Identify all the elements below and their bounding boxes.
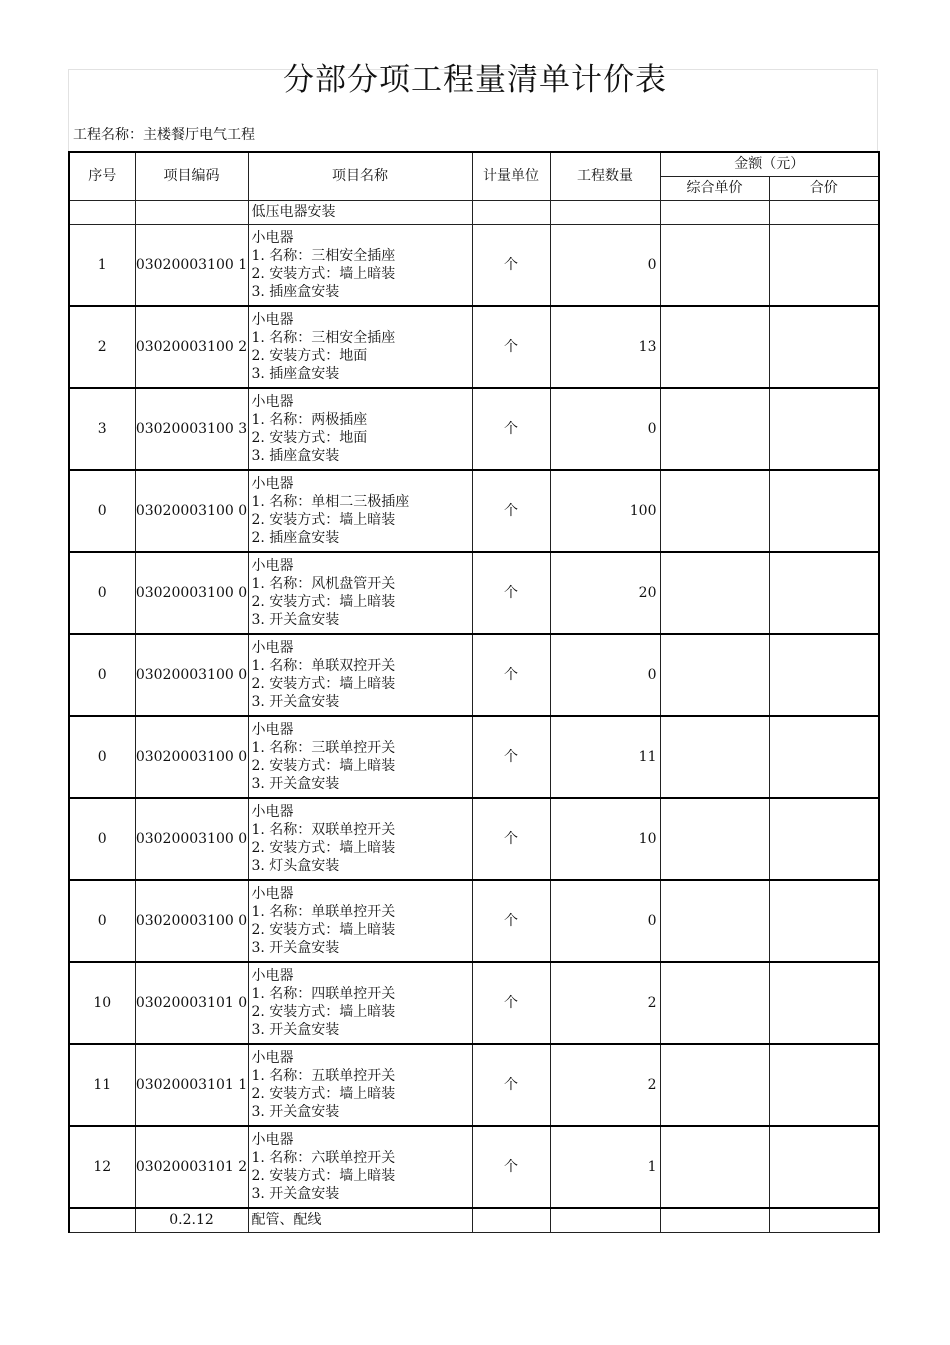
cell-qty: 0 bbox=[550, 880, 660, 962]
table-row bbox=[69, 798, 879, 880]
cell-total bbox=[769, 880, 879, 962]
table-row bbox=[69, 224, 879, 306]
cell-unit-price bbox=[660, 880, 769, 962]
cell-total bbox=[769, 470, 879, 552]
cell-unit bbox=[472, 1208, 550, 1232]
cell-unit-price bbox=[660, 716, 769, 798]
description-line: 1. 名称：四联单控开关 bbox=[251, 986, 396, 1002]
cell-qty: 1 bbox=[550, 1126, 660, 1208]
cell-unit: 个 bbox=[472, 716, 550, 798]
cell-qty: 0 bbox=[550, 224, 660, 306]
project-label: 工程名称： bbox=[73, 127, 143, 143]
cell-unit-price bbox=[660, 1126, 769, 1208]
cell-unit-price bbox=[660, 306, 769, 388]
cell-total bbox=[769, 306, 879, 388]
description-line: 1. 名称：风机盘管开关 bbox=[251, 576, 396, 592]
cell-seq: 0 bbox=[69, 880, 135, 962]
cell-seq: 1 bbox=[69, 224, 135, 306]
cell-unit-price bbox=[660, 224, 769, 306]
description-line: 小电器 bbox=[251, 312, 294, 328]
description-line: 2. 安装方式：墙上暗装 bbox=[251, 758, 396, 774]
cell-seq: 11 bbox=[69, 1044, 135, 1126]
cell-unit: 个 bbox=[472, 1044, 550, 1126]
cell-total bbox=[769, 1044, 879, 1126]
description-line: 2. 安装方式：墙上暗装 bbox=[251, 1168, 396, 1184]
description-line: 3. 开关盒安装 bbox=[251, 1104, 340, 1120]
description-line: 小电器 bbox=[251, 886, 294, 902]
description-line: 3. 灯头盒安装 bbox=[251, 858, 340, 874]
cell-unit: 个 bbox=[472, 552, 550, 634]
cell-qty: 2 bbox=[550, 1044, 660, 1126]
cell-code: 03020003100 0 bbox=[135, 470, 248, 552]
cell-total bbox=[769, 634, 879, 716]
description-line: 3. 开关盒安装 bbox=[251, 1022, 340, 1038]
cell-qty: 2 bbox=[550, 962, 660, 1044]
cell-total bbox=[769, 798, 879, 880]
cell-code: 0.2.12 bbox=[135, 1208, 248, 1232]
table-row bbox=[69, 470, 879, 552]
cell-unit-price bbox=[660, 1044, 769, 1126]
description-line: 3. 开关盒安装 bbox=[251, 612, 340, 628]
description-line: 3. 插座盒安装 bbox=[251, 448, 340, 464]
cell-qty: 10 bbox=[550, 798, 660, 880]
cell-seq: 3 bbox=[69, 388, 135, 470]
description-line: 小电器 bbox=[251, 229, 294, 246]
cell-name bbox=[248, 224, 472, 306]
cell-code: 03020003100 0 bbox=[135, 634, 248, 716]
description-line: 3. 开关盒安装 bbox=[251, 776, 340, 792]
cell-unit-price bbox=[660, 388, 769, 470]
cell-unit-price bbox=[660, 634, 769, 716]
description-line: 2. 安装方式：墙上暗装 bbox=[251, 840, 396, 856]
cell-qty bbox=[550, 1208, 660, 1232]
cell-code bbox=[135, 200, 248, 224]
cell-seq: 0 bbox=[69, 634, 135, 716]
description-line: 小电器 bbox=[251, 476, 294, 492]
description-line: 小电器 bbox=[251, 558, 294, 574]
description-line: 小电器 bbox=[251, 1050, 294, 1066]
description-line: 1. 名称：三相安全插座 bbox=[251, 330, 396, 346]
cell-seq: 12 bbox=[69, 1126, 135, 1208]
cell-code: 03020003100 0 bbox=[135, 798, 248, 880]
description-line: 小电器 bbox=[251, 968, 294, 984]
bill-of-quantities-table bbox=[68, 151, 880, 1233]
description-line: 小电器 bbox=[251, 640, 294, 656]
cell-qty: 20 bbox=[550, 552, 660, 634]
cell-qty: 11 bbox=[550, 716, 660, 798]
table-row bbox=[69, 634, 879, 716]
cell-unit: 个 bbox=[472, 962, 550, 1044]
project-name: 主楼餐厅电气工程 bbox=[143, 127, 255, 143]
cell-unit: 个 bbox=[472, 470, 550, 552]
cell-unit: 个 bbox=[472, 634, 550, 716]
description-line: 1. 名称：两极插座 bbox=[251, 412, 368, 428]
description-line: 2. 安装方式：墙上暗装 bbox=[251, 594, 396, 610]
cell-unit-price bbox=[660, 798, 769, 880]
cell-seq: 10 bbox=[69, 962, 135, 1044]
section-row-low-voltage bbox=[69, 200, 879, 224]
cell-qty: 0 bbox=[550, 388, 660, 470]
cell-unit: 个 bbox=[472, 224, 550, 306]
description-line: 2. 安装方式：墙上暗装 bbox=[251, 1004, 396, 1020]
description-line: 2. 安装方式：墙上暗装 bbox=[251, 512, 396, 528]
cell-total bbox=[769, 1208, 879, 1232]
header-qty: 工程数量 bbox=[550, 152, 660, 200]
description-line: 2. 安装方式：墙上暗装 bbox=[251, 265, 396, 282]
cell-qty: 100 bbox=[550, 470, 660, 552]
cell-seq bbox=[69, 200, 135, 224]
cell-unit bbox=[472, 200, 550, 224]
cell-unit-price bbox=[660, 552, 769, 634]
cell-unit-price bbox=[660, 1208, 769, 1232]
description-line: 3. 开关盒安装 bbox=[251, 1186, 340, 1202]
description-line: 2. 安装方式：墙上暗装 bbox=[251, 922, 396, 938]
cell-qty: 13 bbox=[550, 306, 660, 388]
table-row bbox=[69, 1126, 879, 1208]
description-line: 小电器 bbox=[251, 804, 294, 820]
cell-name: 配管、配线 bbox=[248, 1208, 472, 1232]
cell-name bbox=[248, 1044, 472, 1126]
cell-total bbox=[769, 716, 879, 798]
cell-name bbox=[248, 306, 472, 388]
cell-unit: 个 bbox=[472, 798, 550, 880]
cell-name bbox=[248, 962, 472, 1044]
description-line: 2. 安装方式：地面 bbox=[251, 348, 368, 364]
table-row bbox=[69, 962, 879, 1044]
description-line: 2. 安装方式：地面 bbox=[251, 430, 368, 446]
cell-total bbox=[769, 388, 879, 470]
project-name-line bbox=[73, 125, 255, 145]
cell-code: 03020003100 3 bbox=[135, 388, 248, 470]
cell-code: 03020003101 1 bbox=[135, 1044, 248, 1126]
cell-total bbox=[769, 552, 879, 634]
cell-total bbox=[769, 200, 879, 224]
description-line: 1. 名称：单联双控开关 bbox=[251, 658, 396, 674]
section-row-conduit-wiring bbox=[69, 1208, 879, 1232]
description-line: 1. 名称：单联单控开关 bbox=[251, 904, 396, 920]
description-line: 1. 名称：三联单控开关 bbox=[251, 740, 396, 756]
cell-name bbox=[248, 880, 472, 962]
table-row bbox=[69, 716, 879, 798]
description-line: 小电器 bbox=[251, 394, 294, 410]
header-seq: 序号 bbox=[69, 152, 135, 200]
page-title: 分部分项工程量清单计价表 bbox=[283, 62, 667, 98]
cell-code: 03020003100 1 bbox=[135, 224, 248, 306]
table-row bbox=[69, 552, 879, 634]
description-line: 2. 安装方式：墙上暗装 bbox=[251, 1086, 396, 1102]
cell-seq: 2 bbox=[69, 306, 135, 388]
cell-unit-price bbox=[660, 962, 769, 1044]
cell-code: 03020003101 0 bbox=[135, 962, 248, 1044]
description-line: 1. 名称：单相二三极插座 bbox=[251, 494, 410, 510]
description-line: 3. 开关盒安装 bbox=[251, 940, 340, 956]
cell-code: 03020003100 0 bbox=[135, 552, 248, 634]
cell-seq bbox=[69, 1208, 135, 1232]
cell-unit: 个 bbox=[472, 306, 550, 388]
cell-qty bbox=[550, 200, 660, 224]
header-unit-price: 综合单价 bbox=[660, 176, 769, 200]
description-line: 1. 名称：五联单控开关 bbox=[251, 1068, 396, 1084]
header-total: 合价 bbox=[769, 176, 879, 200]
cell-code: 03020003100 0 bbox=[135, 716, 248, 798]
header-amount: 金额（元） bbox=[660, 152, 879, 176]
description-line: 1. 名称：双联单控开关 bbox=[251, 822, 396, 838]
cell-unit-price bbox=[660, 200, 769, 224]
cell-qty: 0 bbox=[550, 634, 660, 716]
cell-name bbox=[248, 470, 472, 552]
description-line: 3. 开关盒安装 bbox=[251, 694, 340, 710]
cell-total bbox=[769, 962, 879, 1044]
description-line: 小电器 bbox=[251, 1132, 294, 1148]
header-row-1 bbox=[69, 152, 879, 176]
description-line: 3. 插座盒安装 bbox=[251, 283, 340, 300]
cell-code: 03020003100 2 bbox=[135, 306, 248, 388]
cell-name bbox=[248, 1126, 472, 1208]
description-line: 2. 安装方式：墙上暗装 bbox=[251, 676, 396, 692]
cell-name bbox=[248, 552, 472, 634]
table-row bbox=[69, 880, 879, 962]
description-line: 2. 插座盒安装 bbox=[251, 530, 340, 546]
cell-name bbox=[248, 634, 472, 716]
cell-name bbox=[248, 388, 472, 470]
header-unit: 计量单位 bbox=[472, 152, 550, 200]
cell-unit: 个 bbox=[472, 880, 550, 962]
header-name: 项目名称 bbox=[248, 152, 472, 200]
cell-seq: 0 bbox=[69, 716, 135, 798]
cell-name: 低压电器安装 bbox=[248, 200, 472, 224]
cell-code: 03020003100 0 bbox=[135, 880, 248, 962]
cell-name bbox=[248, 798, 472, 880]
cell-name bbox=[248, 716, 472, 798]
cell-total bbox=[769, 1126, 879, 1208]
description-line: 1. 名称：三相安全插座 bbox=[251, 247, 396, 264]
table-row bbox=[69, 1044, 879, 1126]
description-line: 小电器 bbox=[251, 722, 294, 738]
cell-unit: 个 bbox=[472, 388, 550, 470]
cell-unit: 个 bbox=[472, 1126, 550, 1208]
cell-seq: 0 bbox=[69, 470, 135, 552]
cell-unit-price bbox=[660, 470, 769, 552]
header-code: 项目编码 bbox=[135, 152, 248, 200]
cell-total bbox=[769, 224, 879, 306]
table-row bbox=[69, 306, 879, 388]
table-row bbox=[69, 388, 879, 470]
description-line: 3. 插座盒安装 bbox=[251, 366, 340, 382]
cell-code: 03020003101 2 bbox=[135, 1126, 248, 1208]
description-line: 1. 名称：六联单控开关 bbox=[251, 1150, 396, 1166]
cell-seq: 0 bbox=[69, 552, 135, 634]
cell-seq: 0 bbox=[69, 798, 135, 880]
